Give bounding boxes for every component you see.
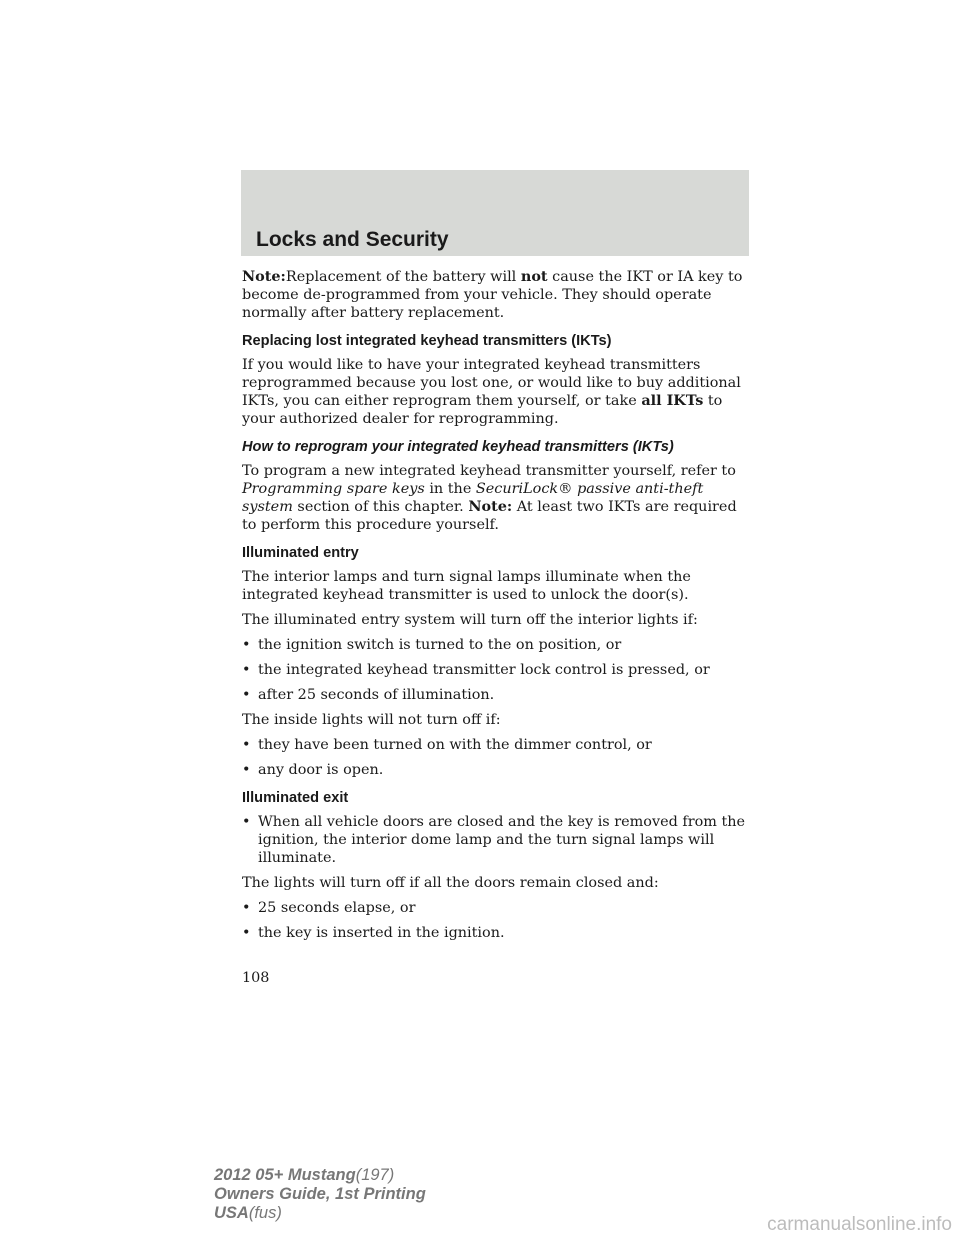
note-label: Note: xyxy=(242,268,286,285)
section-title: Locks and Security xyxy=(256,228,449,251)
paragraph-entry-3: The inside lights will not turn off if: xyxy=(242,712,501,728)
list-item: • the integrated keyhead transmitter lock control is pressed, or xyxy=(242,662,710,678)
list-lights-off-conditions xyxy=(242,899,752,942)
heading-how-to-reprogram: How to reprogram your integrated keyhead transmitters (IKTs) xyxy=(242,439,674,455)
list-item: • any door is open. xyxy=(242,762,384,778)
paragraph-replacing: If you would like to have your integrated keyhead transmitters reprogrammed because you lost one, or would like to buy additional IKTs, you can either reprogram them yourself, or take all IKTs to your authorized dealer for reprogramming. xyxy=(242,357,741,427)
section-header-band xyxy=(241,170,749,256)
list-not-off-conditions xyxy=(242,736,752,779)
watermark: carmanualsonline.info xyxy=(767,1214,952,1235)
bullet-icon: • xyxy=(242,687,251,703)
list-item: • they have been turned on with the dimmer control, or xyxy=(242,737,652,753)
list-turn-off-conditions xyxy=(242,636,752,704)
bullet-icon: • xyxy=(242,662,251,678)
bullet-icon: • xyxy=(242,762,251,778)
note-emphasis: not xyxy=(520,268,548,285)
page-number: 108 xyxy=(242,970,270,986)
heading-illuminated-exit: Illuminated exit xyxy=(242,790,349,806)
list-item: • 25 seconds elapse, or xyxy=(242,900,416,916)
reference-programming-spare-keys: Programming spare keys xyxy=(242,481,425,497)
paragraph-entry-1: The interior lamps and turn signal lamps illuminate when the integrated keyhead transmitter is used to unlock the door(s). xyxy=(242,569,691,603)
footer-line-1: 2012 05+ Mustang(197) xyxy=(214,1166,395,1184)
bullet-icon: • xyxy=(242,925,251,941)
bullet-icon: • xyxy=(242,737,251,753)
paragraph-how-to: To program a new integrated keyhead transmitter yourself, refer to Programming spare keys in the SecuriLock® passive anti-theft system section of this chapter. Note: At least two IKTs are required to perform this procedure yourself. xyxy=(242,463,737,533)
bullet-icon: • xyxy=(242,637,251,653)
note-battery: Note:Replacement of the battery will not cause the IKT or IA key to become de-programmed from your vehicle. They should operate normally after battery replacement. xyxy=(242,268,743,321)
paragraph-entry-2: The illuminated entry system will turn off the interior lights if: xyxy=(242,612,698,628)
footer-line-3: USA(fus) xyxy=(214,1204,282,1222)
print-footer xyxy=(214,1166,426,1223)
list-item: • When all vehicle doors are closed and the key is removed from the ignition, the interior dome lamp and the turn signal lamps will illuminate. xyxy=(242,814,746,866)
reference-securilock: SecuriLock® passive anti-theft system xyxy=(242,481,704,515)
list-exit-conditions xyxy=(242,813,752,867)
list-item: • after 25 seconds of illumination. xyxy=(242,687,495,703)
footer-line-2: Owners Guide, 1st Printing xyxy=(214,1185,426,1203)
bullet-icon: • xyxy=(242,900,251,916)
all-ikts-emphasis: all IKTs xyxy=(641,392,704,409)
heading-illuminated-entry: Illuminated entry xyxy=(242,545,359,561)
note-label: Note: xyxy=(468,498,513,515)
list-item: • the key is inserted in the ignition. xyxy=(242,925,505,941)
page-content xyxy=(242,268,752,949)
heading-replacing-lost-ikts: Replacing lost integrated keyhead transmitters (IKTs) xyxy=(242,333,612,349)
list-item: • the ignition switch is turned to the on position, or xyxy=(242,637,622,653)
paragraph-exit: The lights will turn off if all the doors remain closed and: xyxy=(242,875,659,891)
bullet-icon: • xyxy=(242,814,251,830)
